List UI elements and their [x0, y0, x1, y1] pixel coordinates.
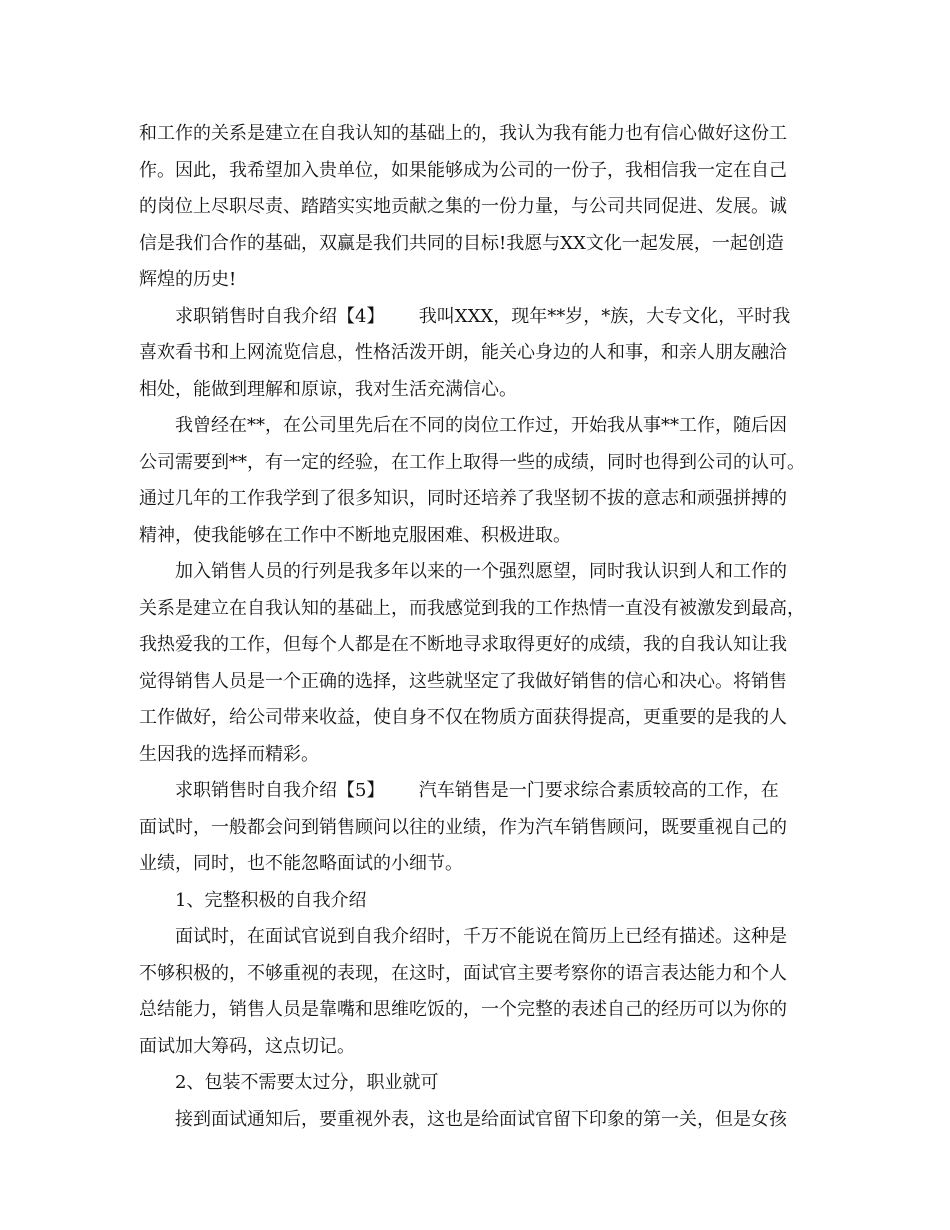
text-line: 公司需要到**，有一定的经验，在工作上取得一些的成绩，同时也得到公司的认可。	[139, 451, 805, 473]
text-line: 觉得销售人员是一个正确的选择，这些就坚定了我做好销售的信心和决心。将销售	[139, 670, 787, 692]
text-line: 我曾经在**，在公司里先后在不同的岗位工作过，开始我从事**工作，随后因	[175, 415, 787, 436]
text-line: 求职销售时自我介绍【5】 汽车销售是一门要求综合素质较高的工作，在	[175, 780, 779, 801]
text-line: 总结能力，销售人员是靠嘴和思维吃饭的，一个完整的表述自己的经历可以为你的	[139, 999, 787, 1020]
text-line: 加入销售人员的行列是我多年以来的一个强烈愿望，同时我认识到人和工作的	[175, 561, 787, 582]
text-line: 不够积极的，不够重视的表现，在这时，面试官主要考察你的语言表达能力和个人	[139, 962, 787, 984]
text-line: 相处，能做到理解和原谅，我对生活充满信心。	[139, 378, 517, 400]
text-line: 辉煌的历史!	[139, 269, 237, 290]
text-line: 通过几年的工作我学到了很多知识，同时还培养了我坚韧不拔的意志和顽强拼搏的	[139, 488, 787, 509]
text-line: 和工作的关系是建立在自我认知的基础上的，我认为我有能力也有信心做好这份工	[139, 123, 787, 144]
text-line: 求职销售时自我介绍【4】 我叫XXX，现年**岁，*族，大专文化，平时我	[175, 305, 791, 327]
text-line: 2、包装不需要太过分，职业就可	[175, 1072, 439, 1093]
text-line: 1、完整积极的自我介绍	[175, 889, 367, 911]
text-line: 喜欢看书和上网流览信息，性格活泼开朗，能关心身边的人和事，和亲人朋友融洽	[139, 342, 787, 363]
text-line: 我热爱我的工作，但每个人都是在不断地寻求取得更好的成绩，我的自我认知让我	[139, 634, 787, 655]
document-body	[139, 116, 829, 1138]
text-line: 作。因此，我希望加入贵单位，如果能够成为公司的一份子，我相信我一定在自己	[139, 159, 787, 181]
text-line: 面试时，一般都会问到销售顾问以往的业绩，作为汽车销售顾问，既要重视自己的	[139, 816, 787, 838]
text-line: 关系是建立在自我认知的基础上，而我感觉到我的工作热情一直没有被激发到最高，	[139, 597, 805, 619]
text-line: 的岗位上尽职尽责、踏踏实实地贡献之集的一份力量，与公司共同促进、发展。诚	[139, 196, 787, 217]
text-line: 信是我们合作的基础，双赢是我们共同的目标!我愿与XX文化一起发展，一起创造	[139, 232, 784, 254]
text-line: 生因我的选择而精彩。	[139, 743, 319, 765]
text-line: 接到面试通知后，要重视外表，这也是给面试官留下印象的第一关，但是女孩	[175, 1108, 787, 1130]
text-line: 面试时，在面试官说到自我介绍时，千万不能说在简历上已经有描述。这种是	[175, 926, 787, 947]
text-line: 工作做好，给公司带来收益，使自身不仅在物质方面获得提高，更重要的是我的人	[139, 707, 787, 728]
text-line: 精神，使我能够在工作中不断地克服困难、积极进取。	[139, 524, 571, 546]
text-line: 面试加大筹码，这点切记。	[139, 1035, 355, 1057]
text-line: 业绩，同时，也不能忽略面试的小细节。	[139, 853, 463, 874]
